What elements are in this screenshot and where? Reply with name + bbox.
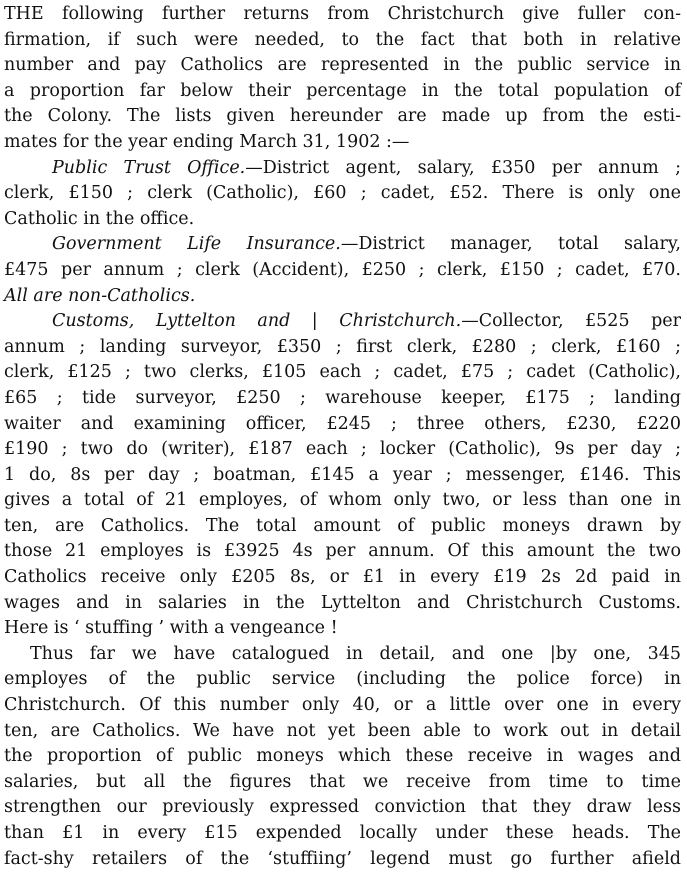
- text-line: gives a total of 21 employes, of whom only two, or less than one in: [4, 490, 681, 511]
- text-line: 1 do, 8s per day ; boatman, £145 a year ; messenger, £146. This: [4, 464, 681, 485]
- text-line: than £1 in every £15 expended locally under these heads. The: [4, 823, 681, 843]
- text-line: strengthen our previously expressed conviction that they draw less: [4, 797, 681, 818]
- text-line: Government Life Insurance.—District manager, total salary,: [52, 234, 681, 255]
- intro-paragraph: [4, 0, 681, 156]
- text-line: a proportion far below their percentage in the total population of: [4, 80, 681, 101]
- text-line: fact-shy retailers of the ‘stuffiing’ legend must go further afield: [4, 848, 681, 869]
- text-line: annum ; landing surveyor, £350 ; first clerk, £280 ; clerk, £160 ;: [4, 336, 681, 357]
- text-line: clerk, £125 ; two clerks, £105 each ; cadet, £75 ; cadet (Catholic),: [4, 362, 681, 383]
- text-line: number and pay Catholics are represented in the public service in: [4, 55, 681, 76]
- public-trust-paragraph: [4, 156, 681, 233]
- text-line: the Colony. The lists given hereunder are made up from the esti-: [4, 106, 681, 127]
- section-heading: Government Life Insurance.: [52, 234, 341, 255]
- section-heading: Public Trust Office.: [52, 157, 246, 178]
- text-line: ten, are Catholics. The total amount of public moneys drawn by: [4, 515, 681, 536]
- text-line: those 21 employes is £3925 4s per annum. Of this amount the two: [4, 541, 681, 562]
- text-line: firmation, if such were needed, to the fact that both in relative: [4, 29, 681, 50]
- text-line: clerk, £150 ; clerk (Catholic), £60 ; cadet, £52. There is only one: [4, 183, 681, 204]
- text-line: Here is ‘ stuffing ’ with a vengeance !: [4, 618, 338, 639]
- customs-paragraph: [4, 309, 681, 642]
- text-line: ten, are Catholics. We have not yet been able to work out in detail: [4, 720, 681, 741]
- text-line: wages and in salaries in the Lyttelton and Christchurch Customs.: [4, 592, 681, 613]
- summary-paragraph: [4, 642, 681, 872]
- section-heading: Customs, Lyttelton and | Christchurch.: [52, 311, 462, 332]
- text-line: Public Trust Office.—District agent, salary, £350 per annum ;: [52, 157, 681, 178]
- text-line: THE following further returns from Christchurch give fuller con-: [4, 4, 681, 24]
- govt-life-paragraph: [4, 232, 681, 309]
- text-line: Christchurch. Of this number only 40, or a little over one in every: [4, 695, 681, 716]
- text-line: £65 ; tide surveyor, £250 ; warehouse keeper, £175 ; landing: [4, 387, 681, 408]
- text-line: Customs, Lyttelton and | Christchurch.—Collector, £525 per: [52, 311, 681, 332]
- text-line: Thus far we have catalogued in detail, and one |by one, 345: [30, 643, 681, 664]
- text-line: Catholic in the office.: [4, 208, 195, 229]
- text-line: waiter and examining officer, £245 ; three others, £230, £220: [4, 413, 681, 434]
- text-line: Catholics receive only £205 8s, or £1 in every £19 2s 2d paid in: [4, 567, 681, 588]
- text-line: salaries, but all the figures that we receive from time to time: [4, 771, 681, 792]
- text-line: £190 ; two do (writer), £187 each ; locker (Catholic), 9s per day ;: [4, 439, 681, 460]
- text-line: mates for the year ending March 31, 1902 :—: [4, 131, 410, 152]
- text-line: the proportion of public moneys which these receive in wages and: [4, 746, 681, 767]
- text-line: employes of the public service (including the police force) in: [4, 669, 681, 690]
- text-line: £475 per annum ; clerk (Accident), £250 ; clerk, £150 ; cadet, £70.: [4, 259, 681, 280]
- text-line: All are non-Catholics.: [4, 285, 196, 306]
